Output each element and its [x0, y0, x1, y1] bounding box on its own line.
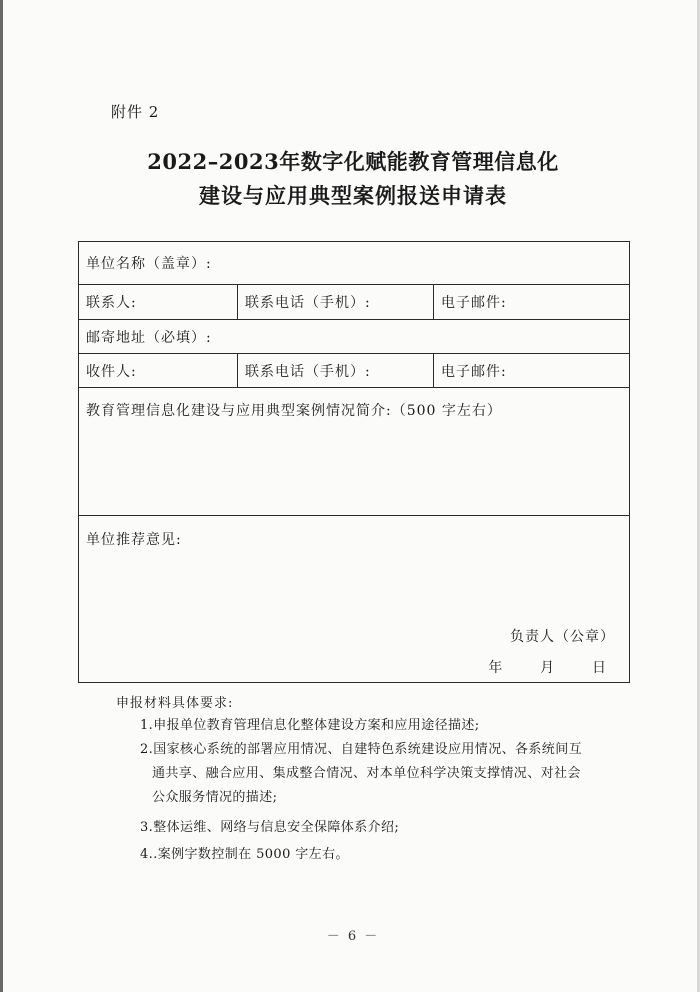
mail-address-label: 邮寄地址（必填）: — [86, 329, 212, 346]
contact-email-label: 电子邮件: — [433, 285, 629, 319]
requirements-heading: 申报材料具体要求: — [116, 696, 234, 711]
row-case-intro — [79, 388, 629, 516]
attachment-label: 附件 2 — [111, 103, 160, 121]
date-line — [488, 657, 607, 677]
recipient-label: 收件人: — [86, 363, 137, 380]
contact-person-label: 联系人: — [86, 295, 137, 311]
row-contact — [79, 285, 629, 320]
form-title-line1: 2022–2023年数字化赋能教育管理信息化 — [147, 149, 559, 174]
application-form-table — [78, 241, 630, 683]
contact-phone-label: 联系电话（手机）: — [237, 285, 433, 319]
unit-opinion-label: 单位推荐意见: — [86, 532, 182, 548]
case-intro-label: 教育管理信息化建设与应用典型案例情况简介:（500 字左右） — [86, 403, 502, 419]
date-day: 日 — [592, 660, 607, 676]
requirement-item-4: 4..案例字数控制在 5000 字左右。 — [140, 847, 349, 862]
row-unit-name — [79, 242, 629, 285]
requirement-item-2-line3: 公众服务情况的描述; — [152, 790, 278, 805]
row-recipient — [79, 354, 629, 388]
page-number: － 6 － — [326, 929, 380, 944]
signer-label: 负责人（公章） — [510, 629, 615, 645]
date-year: 年 — [488, 660, 504, 676]
row-mail-address — [79, 320, 629, 354]
requirement-item-2-line1: 2.国家核心系统的部署应用情况、自建特色系统建设应用情况、各系统间互 — [140, 742, 583, 757]
date-month: 月 — [540, 660, 556, 676]
recipient-email-label: 电子邮件: — [433, 354, 629, 387]
unit-name-label: 单位名称（盖章）: — [86, 256, 212, 272]
requirement-item-2 — [140, 738, 582, 810]
form-title-line2: 建设与应用典型案例报送申请表 — [199, 183, 507, 208]
row-unit-opinion — [79, 516, 629, 682]
requirement-item-2-line2: 通共享、融合应用、集成整合情况、对本单位科学决策支撑情况、对社会 — [152, 766, 581, 781]
requirement-item-3: 3.整体运维、网络与信息安全保障体系介绍; — [140, 820, 400, 835]
requirement-item-1: 1.申报单位教育管理信息化整体建设方案和应用途径描述; — [140, 718, 480, 733]
recipient-phone-label: 联系电话（手机）: — [237, 354, 433, 387]
